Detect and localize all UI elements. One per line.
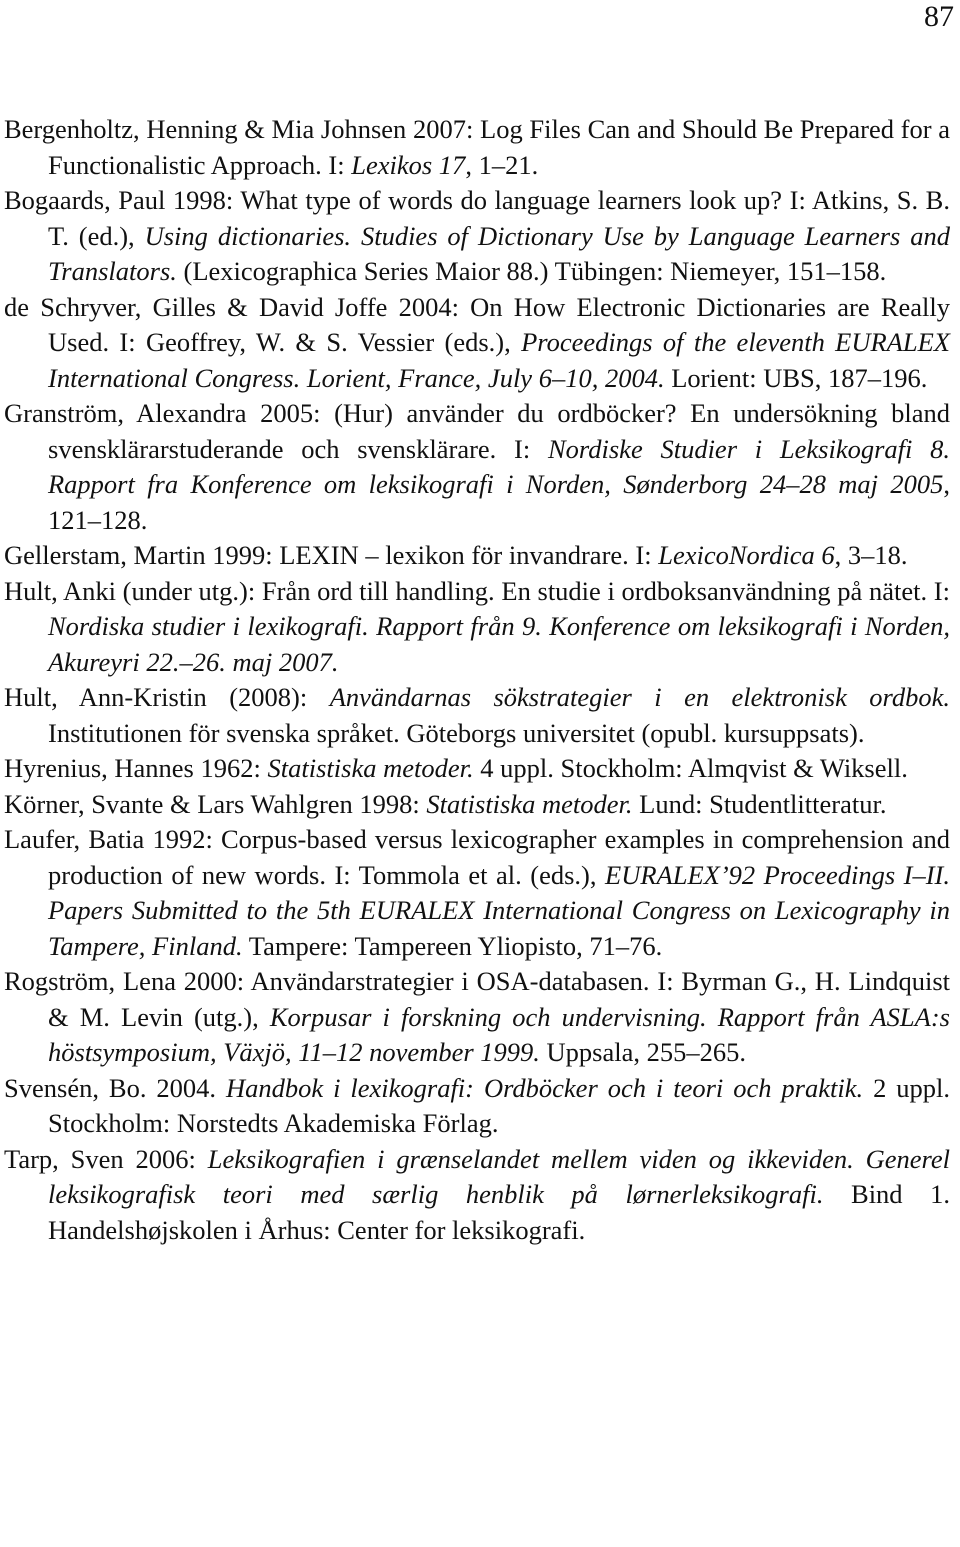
reference-text: de Schryver, Gilles & David Joffe 2004: On How Electronic Dictionaries are Really Used. I: Geoffrey, W. & S. Vessier (eds.), [4,291,950,357]
reference-entry [4,822,950,964]
reference-text: Lorient: UBS, 187–196. [664,362,928,393]
reference-entry [4,574,950,681]
reference-title-text: EURALEX’92 Proceedings I–II. Papers Submitted to the 5th EURALEX International Congress on Lexicography in Tampere, Finland. [48,859,950,961]
reference-entry [4,787,950,823]
reference-title-text: LexicoNordica 6 [658,540,835,570]
reference-title-text: Handbok i lexikografi: Ordböcker och i teori och praktik. [225,1072,864,1103]
reference-text: Svensén, Bo. 2004. [4,1072,226,1103]
reference-text: Bogaards, Paul 1998: What type of words do language learners look up? I: Atkins, S. B. T. (ed.), [4,185,950,251]
reference-title-text: Proceedings of the eleventh EURALEX International Congress. Lorient, France, July 6–10, 2004. [48,327,950,393]
reference-entry [4,751,950,787]
reference-title-text: Nordiska studier i lexikografi. Rapport från 9. Konference om leksikografi i Norden, Akureyri 22.–26. maj 2007. [48,611,950,677]
reference-title-text: Statistiska metoder. [267,753,474,783]
reference-text: , 3–18. [834,540,908,570]
reference-text: Granström, Alexandra 2005: (Hur) använder du ordböcker? En undersökning bland svensklärarstuderande och svensklärare. I: [4,398,950,464]
reference-text: Rogström, Lena 2000: Användarstrategier i OSA-databasen. I: Byrman G., H. Lindquist & M. Levin (utg.), [4,966,950,1032]
reference-text: Hult, Anki (under utg.): Från ord till handling. En studie i ordboksanvändning på nätet. I: [4,575,950,606]
reference-text: Tarp, Sven 2006: [4,1143,208,1174]
reference-entry [4,183,950,290]
reference-entry [4,1142,950,1249]
reference-text: Gellerstam, Martin 1999: LEXIN – lexikon för invandrare. I: [4,540,659,570]
reference-title-text: Korpusar i forskning och undervisning. Rapport från ASLA:s höstsymposium, Växjö, 11–12 november 1999. [48,1001,950,1067]
reference-text: Lund: Studentlitteratur. [632,788,887,819]
reference-entry [4,680,950,751]
reference-title-text: Leksikografien i grænselandet mellem viden og ikkeviden. Generel leksikografisk teori med særlig henblik på lørnerleksikografi. [48,1143,950,1209]
reference-entry [4,396,950,538]
reference-title-text: Användarnas sökstrategier i en elektronisk ordbok. [329,682,950,712]
reference-text: , 1–21. [465,149,539,180]
reference-title-text: Nordiske Studier i Leksikografi 8. Rapport fra Konference om leksikografi i Norden, Sønderborg 24–28 maj 2005 [48,433,951,499]
reference-text: Hult, Ann-Kristin (2008): [4,682,330,712]
reference-text: (Lexicographica Series Maior 88.) Tübingen: Niemeyer, 151–158. [176,256,887,286]
reference-text: , 121–128. [48,469,950,535]
reference-entry [4,1071,950,1142]
reference-text: Hyrenius, Hannes 1962: [4,753,268,783]
reference-entry [4,290,950,397]
reference-text: Tampere: Tampereen Yliopisto, 71–76. [242,930,663,961]
reference-entry [4,538,950,574]
reference-text: Bergenholtz, Henning & Mia Johnsen 2007: Log Files Can and Should Be Prepared for a Functionalistic Approach. I: [4,114,950,180]
page-number: 87 [924,0,954,33]
reference-entry [4,112,950,183]
reference-title-text: Statistiska metoder. [426,788,633,819]
reference-text: 2 uppl. Stockholm: Norstedts Akademiska Förlag. [48,1072,951,1138]
reference-entry [4,964,950,1071]
reference-text: Institutionen för svenska språket. Göteborgs universitet (opubl. kursuppsats). [48,717,865,748]
reference-title-text: Lexikos 17 [351,149,466,180]
reference-text: Bind 1. Handelshøjskolen i Århus: Center for leksikografi. [48,1179,950,1245]
reference-text: Uppsala, 255–265. [539,1037,746,1067]
reference-list [4,112,950,1248]
reference-text: Laufer, Batia 1992: Corpus-based versus lexicographer examples in comprehension and production of new words. I: Tommola et al. (eds.), [4,824,950,890]
reference-text: 4 uppl. Stockholm: Almqvist & Wiksell. [473,753,908,783]
reference-title-text: Using dictionaries. Studies of Dictionary Use by Language Learners and Translators. [48,220,950,286]
reference-text: Körner, Svante & Lars Wahlgren 1998: [4,788,427,819]
